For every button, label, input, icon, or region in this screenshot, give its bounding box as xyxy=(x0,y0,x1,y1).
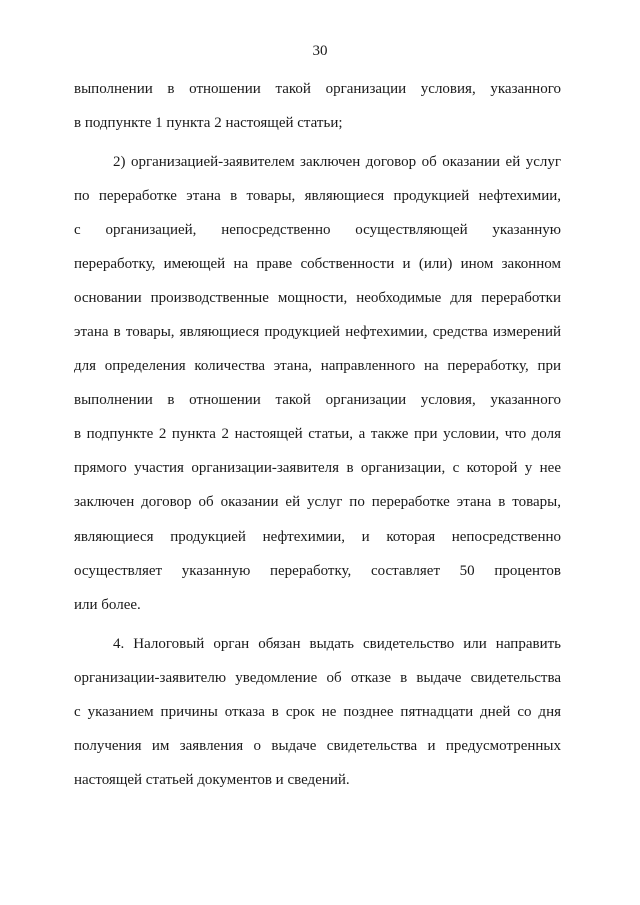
text-line: настоящей статьей документов и сведений. xyxy=(74,772,350,788)
page-number: 30 xyxy=(312,43,328,59)
text-line: с организацией, непосредственно осуществляющей указанную xyxy=(74,222,561,238)
text-line: организации-заявителю уведомление об отказе в выдаче свидетельства xyxy=(74,670,561,686)
text-line: по переработке этана в товары, являющиеся продукцией нефтехимии, xyxy=(74,188,561,204)
text-line: 4. Налоговый орган обязан выдать свидетельство или направить xyxy=(113,636,561,652)
text-line: в подпункте 1 пункта 2 настоящей статьи; xyxy=(74,115,343,131)
text-line: заключен договор об оказании ей услуг по переработке этана в товары, xyxy=(74,494,561,510)
text-line: получения им заявления о выдаче свидетельства и предусмотренных xyxy=(74,738,561,754)
text-line: основании производственные мощности, необходимые для переработки xyxy=(74,290,561,306)
text-line: являющиеся продукцией нефтехимии, и которая непосредственно xyxy=(74,529,561,545)
text-line: или более. xyxy=(74,597,141,613)
text-line: с указанием причины отказа в срок не позднее пятнадцати дней со дня xyxy=(74,704,561,720)
text-line: для определения количества этана, направленного на переработку, при xyxy=(74,358,561,374)
text-line: переработку, имеющей на праве собственности и (или) ином законном xyxy=(74,256,561,272)
text-line: выполнении в отношении такой организации условия, указанного xyxy=(74,81,561,97)
text-line: этана в товары, являющиеся продукцией нефтехимии, средства измерений xyxy=(74,324,561,340)
text-line: прямого участия организации-заявителя в организации, с которой у нее xyxy=(74,460,561,476)
text-line: в подпункте 2 пункта 2 настоящей статьи, а также при условии, что доля xyxy=(74,426,561,442)
text-line: 2) организацией-заявителем заключен договор об оказании ей услуг xyxy=(113,154,561,170)
text-line: осуществляет указанную переработку, составляет 50 процентов xyxy=(74,563,561,579)
text-line: выполнении в отношении такой организации условия, указанного xyxy=(74,392,561,408)
